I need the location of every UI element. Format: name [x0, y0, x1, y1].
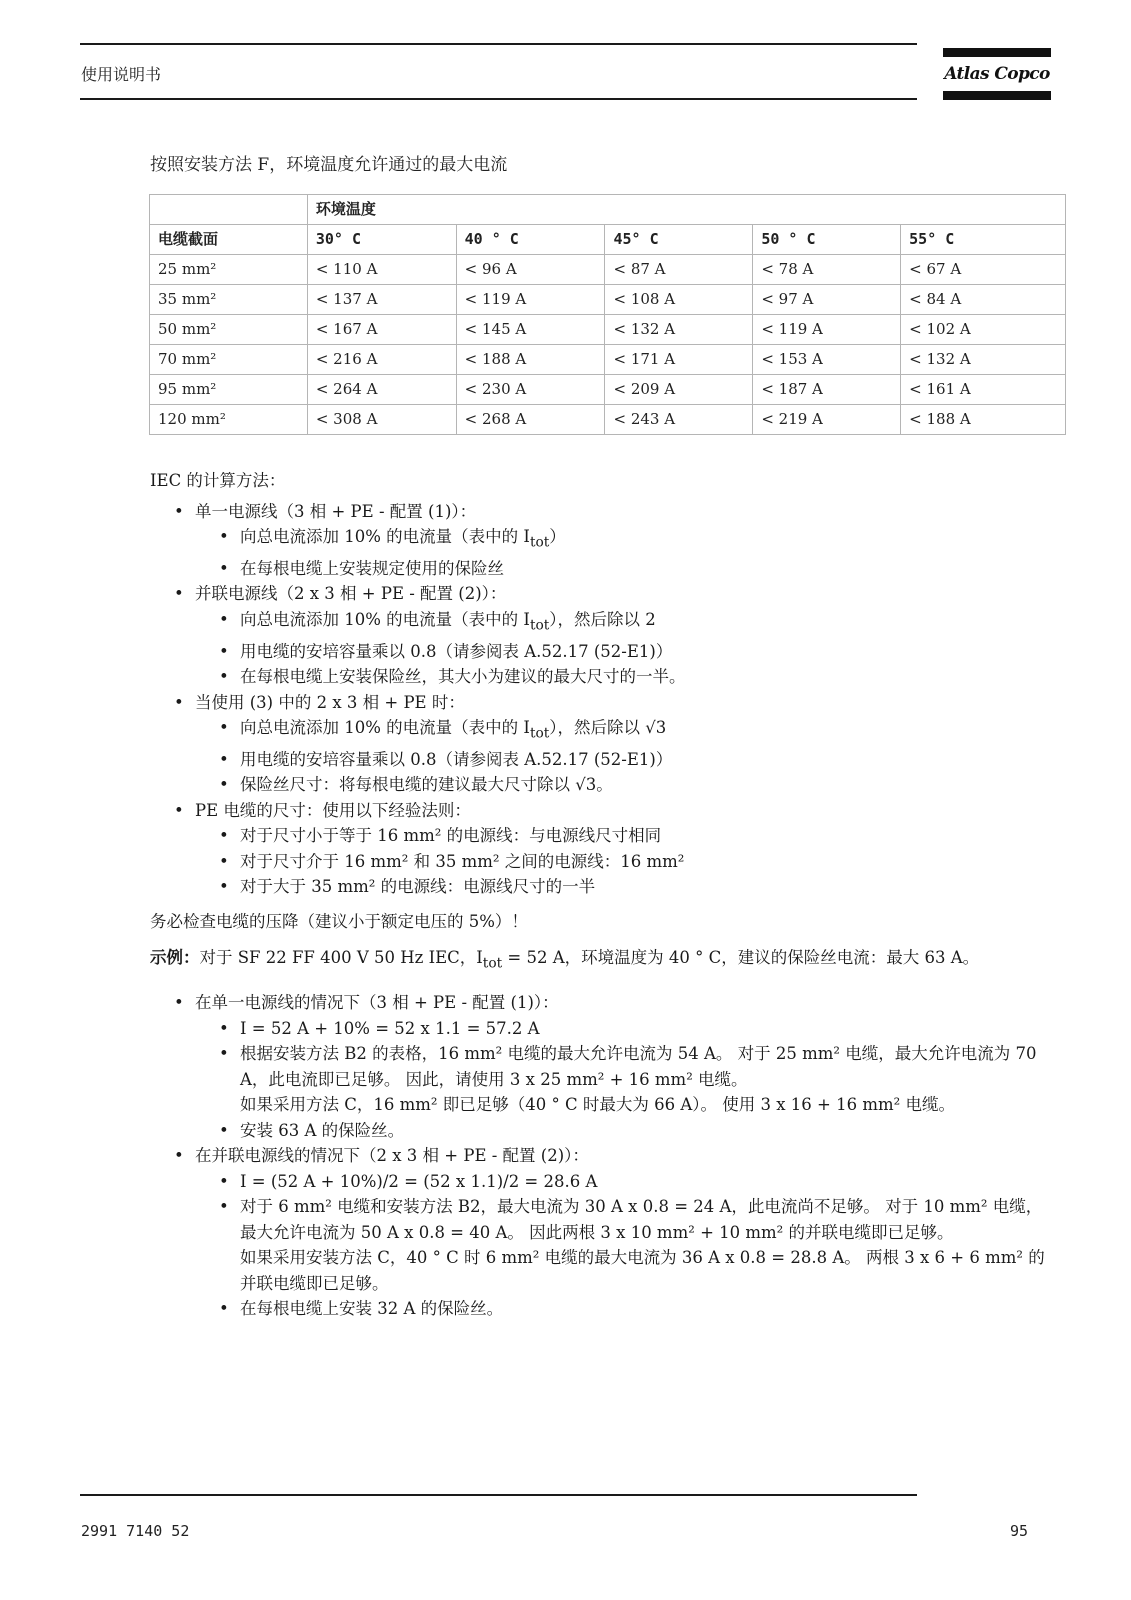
subscript-tot: tot — [529, 725, 550, 742]
current-cell: < 188 A — [456, 345, 605, 375]
bullet-icon: • — [174, 692, 184, 712]
list-item — [150, 874, 1055, 900]
atlas-copco-logo — [943, 48, 1051, 100]
cable-section-cell: 25 mm² — [150, 255, 308, 285]
list-item — [150, 1041, 1055, 1118]
list-item-text: 在每根电缆上安装保险丝，其大小为建议的最大尺寸的一半。 — [240, 667, 686, 687]
example-intro-text: = 52 A，环境温度为 40 ° C，建议的保险丝电流：最大 63 A。 — [502, 948, 980, 968]
example-list — [150, 990, 1055, 1322]
list-item — [150, 823, 1055, 849]
ambient-temperature-header: 环境温度 — [307, 195, 1065, 225]
list-item — [150, 1143, 1055, 1169]
list-item-text: 单一电源线（3 相 + PE - 配置 (1)）： — [195, 501, 477, 521]
subscript-tot: tot — [529, 617, 550, 634]
header-bottom-rule — [80, 98, 917, 100]
list-item — [150, 524, 1055, 556]
current-cell: < 264 A — [307, 375, 456, 405]
logo-top-bar — [943, 48, 1051, 57]
current-cell: < 187 A — [753, 375, 901, 405]
bullet-icon: • — [219, 826, 229, 846]
voltage-drop-note: 务必检查电缆的压降（建议小于额定电压的 5%）！ — [150, 911, 528, 931]
current-cell: < 67 A — [901, 255, 1066, 285]
list-item-text: ），然后除以 2 — [549, 609, 656, 629]
table-empty-cell — [150, 195, 308, 225]
list-item-text: ），然后除以 √3 — [549, 718, 667, 738]
example-intro-text: 对于 SF 22 FF 400 V 50 Hz IEC，I — [199, 948, 483, 968]
current-cell: < 110 A — [307, 255, 456, 285]
list-item-text: 在每根电缆上安装规定使用的保险丝 — [240, 558, 504, 578]
current-cell: < 132 A — [605, 315, 753, 345]
bullet-icon: • — [219, 775, 229, 795]
document-number: 2991 7140 52 — [81, 1522, 190, 1540]
current-cell: < 102 A — [901, 315, 1066, 345]
footer-rule — [80, 1494, 917, 1496]
bullet-icon: • — [219, 1044, 229, 1064]
current-table — [149, 194, 1066, 435]
list-item — [150, 556, 1055, 582]
current-cell: < 268 A — [456, 405, 605, 435]
temp-header: 55° C — [901, 225, 1066, 255]
example-label: 示例： — [150, 948, 200, 968]
current-cell: < 108 A — [605, 285, 753, 315]
current-cell: < 153 A — [753, 345, 901, 375]
list-item-text: 向总电流添加 10% 的电流量（表中的 I — [240, 527, 530, 546]
iec-list — [150, 499, 1055, 900]
current-cell: < 308 A — [307, 405, 456, 435]
bullet-icon: • — [219, 558, 229, 578]
bullet-icon: • — [219, 877, 229, 897]
list-item-text: I = (52 A + 10%)/2 = (52 x 1.1)/2 = 28.6 A — [240, 1171, 598, 1191]
current-cell: < 171 A — [605, 345, 753, 375]
cable-section-cell: 50 mm² — [150, 315, 308, 345]
header-top-rule — [80, 43, 917, 45]
subscript-tot: tot — [529, 534, 550, 551]
bullet-icon: • — [219, 718, 229, 738]
logo-bottom-bar — [943, 91, 1051, 100]
list-item-text: 安装 63 A 的保险丝。 — [240, 1120, 405, 1140]
current-cell: < 167 A — [307, 315, 456, 345]
current-cell: < 230 A — [456, 375, 605, 405]
current-cell: < 97 A — [753, 285, 901, 315]
bullet-icon: • — [219, 1197, 229, 1217]
list-item — [150, 990, 1055, 1016]
current-cell: < 188 A — [901, 405, 1066, 435]
table-title: 按照安装方法 F，环境温度允许通过的最大电流 — [150, 155, 508, 175]
current-cell: < 137 A — [307, 285, 456, 315]
document-title: 使用说明书 — [81, 65, 162, 84]
list-item-text: 根据安装方法 B2 的表格，16 mm² 电缆的最大允许电流为 54 A。 对于 25 mm² 电缆，最大允许电流为 70 A，此电流即已足够。 因此，请使用 3 x 25 mm² + 16 mm² 电缆。 — [240, 1044, 1037, 1089]
list-item-text: 如果采用安装方法 C，40 ° C 时 6 mm² 电缆的最大电流为 36 A x 0.8 = 28.8 A。 两根 3 x 6 + 6 mm² 的并联电缆即已足够。 — [240, 1248, 1045, 1293]
table-row — [150, 255, 1066, 285]
current-cell: < 96 A — [456, 255, 605, 285]
table-row — [150, 285, 1066, 315]
table-group-header-row — [150, 195, 1066, 225]
list-item-text: 在并联电源线的情况下（2 x 3 相 + PE - 配置 (2)）： — [195, 1146, 589, 1166]
list-item-text: 对于 6 mm² 电缆和安装方法 B2，最大电流为 30 A x 0.8 = 24 A，此电流尚不足够。 对于 10 mm² 电缆，最大允许电流为 50 A x 0.8 = 40 A。 因此两根 3 x 10 mm² + 10 mm² 的并联电缆即已足够。 — [240, 1197, 1043, 1242]
list-item — [150, 849, 1055, 875]
list-item-text: 向总电流添加 10% 的电流量（表中的 I — [240, 718, 530, 738]
cable-section-cell: 95 mm² — [150, 375, 308, 405]
list-item — [150, 798, 1055, 824]
current-cell: < 84 A — [901, 285, 1066, 315]
bullet-icon: • — [219, 1018, 229, 1038]
example-intro — [150, 945, 1055, 977]
current-cell: < 243 A — [605, 405, 753, 435]
bullet-icon: • — [174, 1146, 184, 1166]
list-item — [150, 772, 1055, 798]
list-item-text: 如果采用方法 C，16 mm² 即已足够（40 ° C 时最大为 66 A）。 使用 3 x 16 + 16 mm² 电缆。 — [240, 1095, 956, 1115]
bullet-icon: • — [174, 800, 184, 820]
list-item — [150, 639, 1055, 665]
list-item — [150, 607, 1055, 639]
list-item-text: 用电缆的安培容量乘以 0.8（请参阅表 A.52.17 (52-E1)） — [240, 749, 673, 769]
cable-section-cell: 120 mm² — [150, 405, 308, 435]
list-item — [150, 715, 1055, 747]
list-item — [150, 747, 1055, 773]
bullet-icon: • — [219, 1171, 229, 1191]
current-cell: < 78 A — [753, 255, 901, 285]
list-item-text: I = 52 A + 10% = 52 x 1.1 = 57.2 A — [240, 1018, 540, 1038]
table-row — [150, 345, 1066, 375]
bullet-icon: • — [219, 1120, 229, 1140]
list-item — [150, 1194, 1055, 1296]
bullet-icon: • — [219, 667, 229, 687]
bullet-icon: • — [174, 501, 184, 521]
subscript-tot: tot — [482, 955, 503, 972]
bullet-icon: • — [219, 851, 229, 871]
list-item-text: 并联电源线（2 x 3 相 + PE - 配置 (2)）： — [195, 584, 507, 604]
list-item-text: 在单一电源线的情况下（3 相 + PE - 配置 (1)）： — [195, 993, 559, 1013]
list-item — [150, 1118, 1055, 1144]
list-item-text: 对于尺寸小于等于 16 mm² 的电源线：与电源线尺寸相同 — [240, 826, 662, 846]
cable-section-cell: 35 mm² — [150, 285, 308, 315]
list-item-text: 在每根电缆上安装 32 A 的保险丝。 — [240, 1299, 504, 1319]
list-item-text: 对于尺寸介于 16 mm² 和 35 mm² 之间的电源线：16 mm² — [240, 851, 685, 871]
bullet-icon: • — [174, 584, 184, 604]
bullet-icon: • — [174, 993, 184, 1013]
cable-section-header: 电缆截面 — [150, 225, 308, 255]
current-cell: < 145 A — [456, 315, 605, 345]
body-text — [150, 468, 1055, 1322]
list-item-text: 用电缆的安培容量乘以 0.8（请参阅表 A.52.17 (52-E1)） — [240, 641, 673, 661]
table-row — [150, 315, 1066, 345]
current-cell: < 209 A — [605, 375, 753, 405]
list-item — [150, 1169, 1055, 1195]
bullet-icon: • — [219, 641, 229, 661]
list-item-text: 向总电流添加 10% 的电流量（表中的 I — [240, 609, 530, 629]
temp-header: 50 ° C — [753, 225, 901, 255]
current-cell: < 119 A — [456, 285, 605, 315]
bullet-icon: • — [219, 749, 229, 769]
list-item-text: ） — [549, 527, 566, 546]
list-item — [150, 581, 1055, 607]
list-item-text: PE 电缆的尺寸：使用以下经验法则： — [195, 800, 471, 820]
temp-header: 30° C — [307, 225, 456, 255]
temp-header: 40 ° C — [456, 225, 605, 255]
table-row — [150, 405, 1066, 435]
list-item-text: 对于大于 35 mm² 的电源线：电源线尺寸的一半 — [240, 877, 596, 897]
list-item — [150, 1016, 1055, 1042]
bullet-icon: • — [219, 609, 229, 629]
current-cell: < 132 A — [901, 345, 1066, 375]
current-cell: < 219 A — [753, 405, 901, 435]
list-item — [150, 499, 1055, 525]
current-cell: < 87 A — [605, 255, 753, 285]
temp-header: 45° C — [605, 225, 753, 255]
table-header-row — [150, 225, 1066, 255]
list-item-text: 当使用 (3) 中的 2 x 3 相 + PE 时： — [195, 692, 465, 712]
iec-heading: IEC 的计算方法： — [150, 471, 286, 490]
bullet-icon: • — [219, 1299, 229, 1319]
table-row — [150, 375, 1066, 405]
list-item — [150, 1296, 1055, 1322]
current-cell: < 216 A — [307, 345, 456, 375]
current-cell: < 119 A — [753, 315, 901, 345]
bullet-icon: • — [219, 527, 229, 546]
current-cell: < 161 A — [901, 375, 1066, 405]
page-number: 95 — [1010, 1522, 1029, 1540]
cable-section-cell: 70 mm² — [150, 345, 308, 375]
list-item — [150, 690, 1055, 716]
list-item-text: 保险丝尺寸：将每根电缆的建议最大尺寸除以 √3。 — [240, 775, 613, 795]
logo-text: Atlas Copco — [944, 64, 1050, 84]
list-item — [150, 664, 1055, 690]
